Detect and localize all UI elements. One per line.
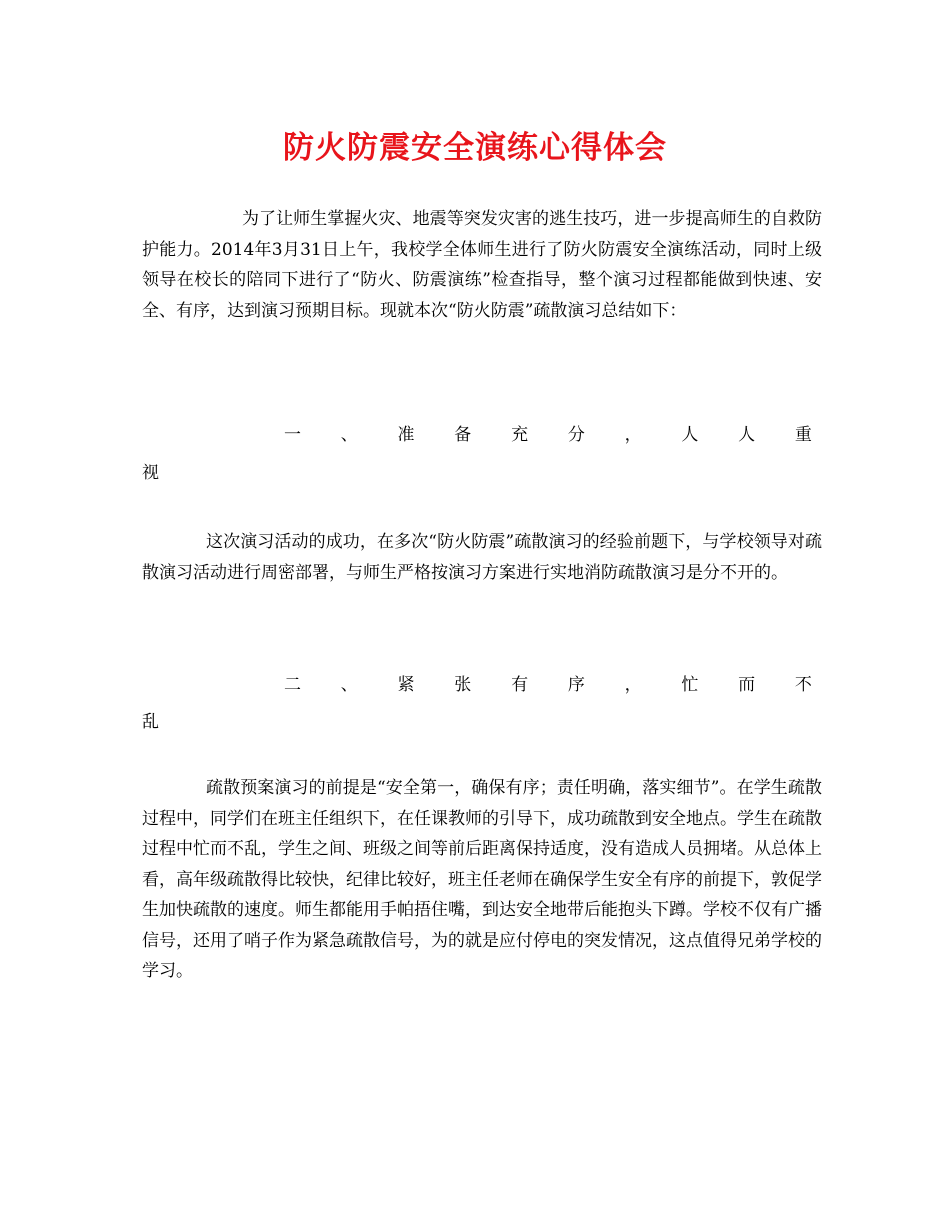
heading-char: 充 bbox=[511, 425, 529, 445]
heading-char: 一 bbox=[284, 425, 301, 445]
paragraph-intro: 为了让师生掌握火灾、地震等突发灾害的逃生技巧，进一步提高师生的自救防护能力。2014年3月31日上午，我校学全体师生进行了防火防震安全演练活动，同时上级领导在校长的陪同下进行了“防火、防震演练”检查指导，整个演习过程都能做到快速、安全、有序，达到演习预期目标。现就本次“防火防震”疏散演习总结如下： bbox=[142, 209, 822, 321]
heading-char: 张 bbox=[454, 675, 472, 695]
heading-char: 序 bbox=[567, 675, 585, 695]
heading-char: 忙 bbox=[681, 675, 699, 695]
document-title: 防火防震安全演练心得体会 bbox=[283, 130, 667, 166]
heading-char: 备 bbox=[454, 425, 472, 445]
heading-char: 二 bbox=[284, 675, 301, 695]
heading-char: 、 bbox=[340, 675, 358, 695]
section-heading-1 bbox=[142, 420, 822, 451]
heading-char: 有 bbox=[511, 675, 529, 695]
heading-char: 重 bbox=[794, 425, 812, 445]
heading-char: 不 bbox=[794, 675, 812, 695]
section-heading-2-chars bbox=[142, 670, 822, 701]
section-heading-2 bbox=[142, 670, 822, 701]
heading-char: 、 bbox=[340, 425, 358, 445]
heading-char: 准 bbox=[397, 425, 415, 445]
heading-char: 分 bbox=[567, 425, 585, 445]
heading-char: 人 bbox=[681, 425, 699, 445]
section-heading-1-chars bbox=[142, 420, 822, 451]
paragraph-section-1: 这次演习活动的成功，在多次“防火防震”疏散演习的经验前题下，与学校领导对疏散演习活动进行周密部署，与师生严格按演习方案进行实地消防疏散演习是分不开的。 bbox=[142, 532, 822, 583]
heading-char: ， bbox=[624, 675, 642, 695]
heading-char: 紧 bbox=[397, 675, 415, 695]
heading-char: 人 bbox=[738, 425, 756, 445]
heading-char: 而 bbox=[738, 675, 756, 695]
paragraph-section-2: 疏散预案演习的前提是“安全第一，确保有序；责任明确，落实细节”。在学生疏散过程中，同学们在班主任组织下，在任课教师的引导下，成功疏散到安全地点。学生在疏散过程中忙而不乱，学生之间、班级之间等前后距离保持适度，没有造成人员拥堵。从总体上看，高年级疏散得比较快，纪律比较好，班主任老师在确保学生安全有序的前提下，敦促学生加快疏散的速度。师生都能用手帕捂住嘴，到达安全地带后能抱头下蹲。学校不仅有广播信号，还用了哨子作为紧急疏散信号，为的就是应付停电的突发情况，这点值得兄弟学校的学习。 bbox=[142, 778, 822, 981]
section-heading-2-tail: 乱 bbox=[142, 712, 159, 732]
heading-char: ， bbox=[624, 425, 642, 445]
section-heading-1-tail: 视 bbox=[142, 463, 159, 483]
